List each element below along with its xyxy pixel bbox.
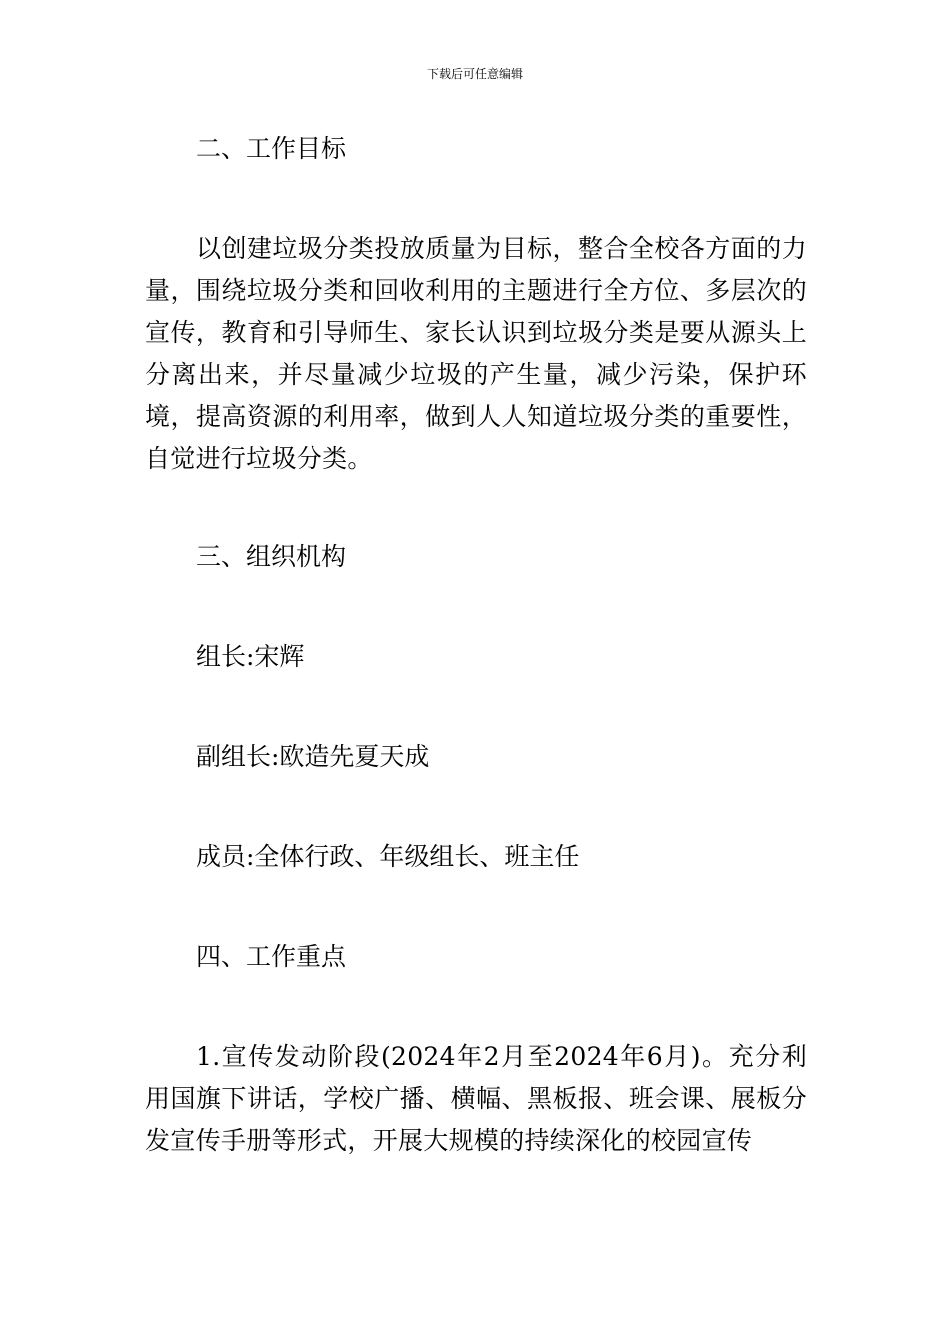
spacer [145, 678, 807, 736]
document-body [145, 128, 807, 1162]
spacer [145, 878, 807, 936]
spacer [145, 480, 807, 536]
spacer [145, 170, 807, 228]
section-heading-focus: 四、工作重点 [196, 942, 347, 971]
leader-line: 组长:宋辉 [196, 642, 305, 671]
header-note: 下载后可任意编辑 [426, 67, 523, 81]
members-line: 成员:全体行政、年级组长、班主任 [196, 842, 580, 871]
spacer [145, 778, 807, 836]
spacer [145, 578, 807, 636]
section-heading-organization: 三、组织机构 [196, 542, 347, 571]
focus-paragraph: 1.宣传发动阶段(2024年2月至2024年6月)。充分利用国旗下讲话，学校广播、横幅、黑板报、班会课、展板分发宣传手册等形式，开展大规模的持续深化的校园宣传 [145, 1042, 807, 1155]
spacer [145, 978, 807, 1036]
goal-paragraph: 以创建垃圾分类投放质量为目标，整合全校各方面的力量，围绕垃圾分类和回收利用的主题进行全方位、多层次的宣传，教育和引导师生、家长认识到垃圾分类是要从源头上分离出来，并尽量减少垃圾的产生量，减少污染，保护环境，提高资源的利用率，做到人人知道垃圾分类的重要性，自觉进行垃圾分类。 [145, 234, 807, 473]
deputy-leader-line: 副组长:欧造先夏天成 [196, 742, 430, 771]
section-heading-goals: 二、工作目标 [196, 134, 347, 163]
